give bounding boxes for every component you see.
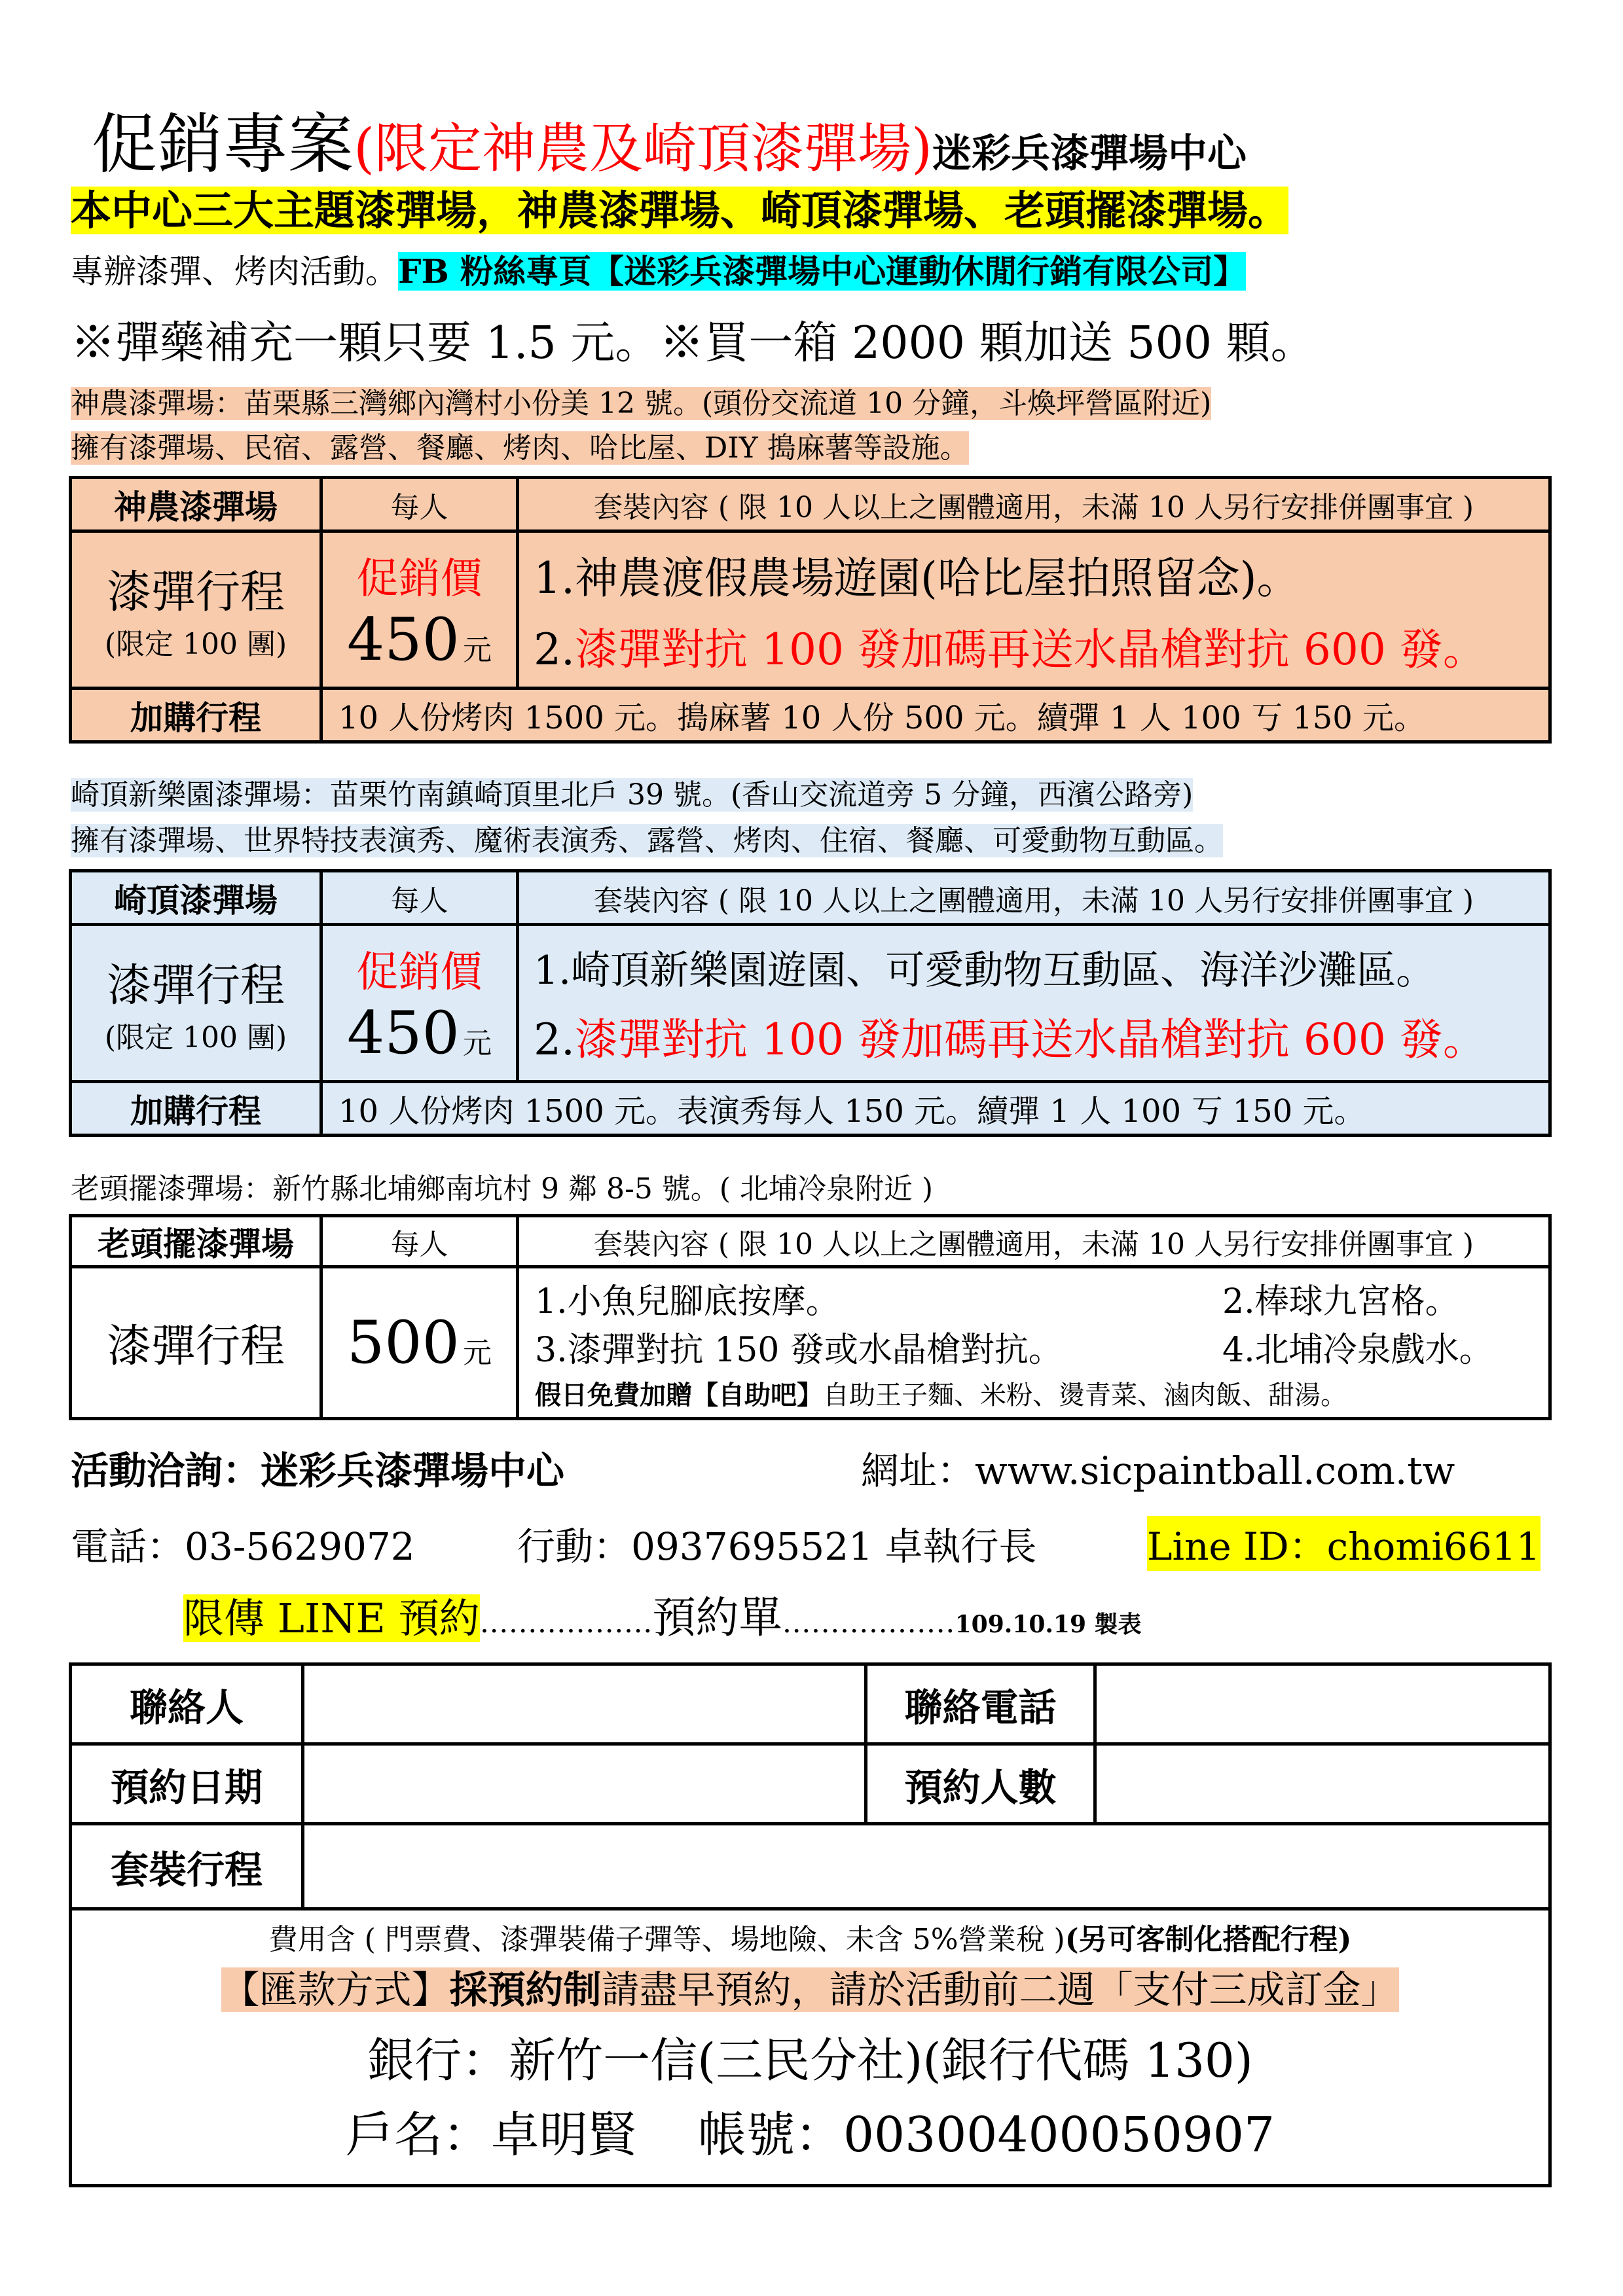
qiding-row-title: 漆彈行程 (限定 100 團) [71, 925, 321, 1082]
qiding-price-cell: 促銷價 450 元 [321, 925, 518, 1082]
payment-info: 費用含 ( 門票費、漆彈裝備子彈等、場地險、未含 5%營業稅 )(另可客制化搭配行程) 【匯款方式】採預約制請盡早預約，請於活動前二週「支付三成訂金」 銀行：新竹一信(三民分社)(銀行代碼 130) 戶名：卓明賢 帳號：00300400050907 [71, 1909, 1550, 2186]
title-paren: (限定神農及崎頂漆彈場) [354, 118, 932, 180]
contact-person-label: 聯絡人 [71, 1664, 303, 1744]
shennong-items: 1.神農渡假農場遊園(哈比屋拍照留念)。 2.漆彈對抗 100 發加碼再送水晶槍對抗 600 發。 [518, 531, 1550, 689]
qiding-addon-label: 加購行程 [71, 1082, 321, 1136]
shennong-addon-label: 加購行程 [71, 689, 321, 742]
laotoubai-price-cell: 500 元 [321, 1267, 518, 1419]
shennong-row-title: 漆彈行程 (限定 100 團) [71, 531, 321, 689]
qiding-facilities: 擁有漆彈場、世界特技表演秀、魔術表演秀、露營、烤肉、住宿、餐廳、可愛動物互動區。 [71, 824, 1223, 857]
shennong-col1: 神農漆彈場 [71, 478, 321, 531]
count-label: 預約人數 [866, 1744, 1095, 1824]
contact-person-field[interactable] [303, 1664, 866, 1744]
laotoubai-items: 1.小魚兒腳底按摩。 2.棒球九宮格。 3.漆彈對抗 150 發或水晶槍對抗。 4.北埔冷泉戲水。 假日免費加贈【自助吧】自助王子麵、米粉、燙青菜、滷肉飯、甜湯。 [518, 1267, 1550, 1419]
made-date: 109.10.19 製表 [955, 1611, 1142, 1638]
title-org: 迷彩兵漆彈場中心 [932, 131, 1247, 177]
qiding-col1: 崎頂漆彈場 [71, 871, 321, 925]
qiding-items: 1.崎頂新樂園遊園、可愛動物互動區、海洋沙灘區。 2.漆彈對抗 100 發加碼再送水晶槍對抗 600 發。 [518, 925, 1550, 1082]
qiding-col3: 套裝內容 ( 限 10 人以上之團體適用，未滿 10 人另行安排併團事宜 ) [518, 871, 1550, 925]
contact-phone-label: 聯絡電話 [866, 1664, 1095, 1744]
laotoubai-price: 500 [347, 1308, 460, 1377]
shennong-address: 神農漆彈場：苗栗縣三灣鄉內灣村小份美 12 號。(頭份交流道 10 分鐘，斗煥坪營區附近) [71, 387, 1212, 420]
laotoubai-col1: 老頭擺漆彈場 [71, 1216, 321, 1267]
package-field[interactable] [303, 1824, 1550, 1909]
page-title [92, 92, 1247, 186]
contact-phone-field[interactable] [1095, 1664, 1550, 1744]
shennong-addon: 10 人份烤肉 1500 元。搗麻薯 10 人份 500 元。續彈 1 人 100 丂 150 元。 [321, 689, 1550, 742]
shennong-col2: 每人 [321, 478, 518, 531]
intro-line2: 專辦漆彈、烤肉活動。FB 粉絲專頁【迷彩兵漆彈場中心運動休閒行銷有限公司】 [71, 252, 1247, 291]
contact-mobile: 行動：0937695521 卓執行長 [517, 1524, 1037, 1569]
shennong-table [69, 476, 1552, 744]
account-info: 戶名：卓明賢 帳號：00300400050907 [345, 2107, 1275, 2163]
intro-line1: 本中心三大主題漆彈場，神農漆彈場、崎頂漆彈場、老頭擺漆彈場。 [71, 187, 1289, 234]
reservation-form [69, 1662, 1552, 2187]
contact-phone: 電話：03-5629072 [71, 1524, 415, 1569]
qiding-address: 崎頂新樂園漆彈場：苗栗竹南鎮崎頂里北戶 39 號。(香山交流道旁 5 分鐘，西濱公路旁) [71, 778, 1194, 812]
shennong-facilities: 擁有漆彈場、民宿、露營、餐廳、烤肉、哈比屋、DIY 搗麻薯等設施。 [71, 431, 969, 465]
laotoubai-table [69, 1214, 1552, 1420]
qiding-price: 450 [347, 999, 460, 1067]
laotoubai-row-title: 漆彈行程 [71, 1267, 321, 1419]
laotoubai-col3: 套裝內容 ( 限 10 人以上之團體適用，未滿 10 人另行安排併團事宜 ) [518, 1216, 1550, 1267]
contact-website[interactable]: 網址：www.sicpaintball.com.tw [861, 1448, 1455, 1493]
qiding-addon: 10 人份烤肉 1500 元。表演秀每人 150 元。續彈 1 人 100 丂 150 元。 [321, 1082, 1550, 1136]
form-header: 限傳 LINE 預約………………預約單………………109.10.19 製表 [183, 1592, 1142, 1643]
shennong-col3: 套裝內容 ( 限 10 人以上之團體適用，未滿 10 人另行安排併團事宜 ) [518, 478, 1550, 531]
laotoubai-col2: 每人 [321, 1216, 518, 1267]
date-field[interactable] [303, 1744, 866, 1824]
date-label: 預約日期 [71, 1744, 303, 1824]
count-field[interactable] [1095, 1744, 1550, 1824]
form-title: 預約單 [652, 1592, 782, 1643]
bank-info: 銀行：新竹一信(三民分社)(銀行代碼 130) [367, 2033, 1253, 2088]
contact-inquiry: 活動洽詢：迷彩兵漆彈場中心 [71, 1448, 565, 1493]
intro-line3: ※彈藥補充一顆只要 1.5 元。※買一箱 2000 顆加送 500 顆。 [71, 317, 1315, 369]
shennong-price-cell: 促銷價 450 元 [321, 531, 518, 689]
line-only-label: 限傳 LINE 預約 [183, 1594, 480, 1642]
package-label: 套裝行程 [71, 1824, 303, 1909]
qiding-table [69, 869, 1552, 1137]
payment-method: 【匯款方式】採預約制請盡早預約，請於活動前二週「支付三成訂金」 [221, 1967, 1399, 2012]
qiding-col2: 每人 [321, 871, 518, 925]
title-main: 促銷專案 [92, 106, 354, 183]
fb-page: FB 粉絲專頁【迷彩兵漆彈場中心運動休閒行銷有限公司】 [398, 252, 1247, 291]
shennong-price: 450 [347, 605, 460, 674]
contact-line-id: Line ID：chomi6611 [1147, 1516, 1541, 1571]
laotoubai-address: 老頭擺漆彈場：新竹縣北埔鄉南坑村 9 鄰 8-5 號。( 北埔冷泉附近 ) [71, 1172, 934, 1206]
